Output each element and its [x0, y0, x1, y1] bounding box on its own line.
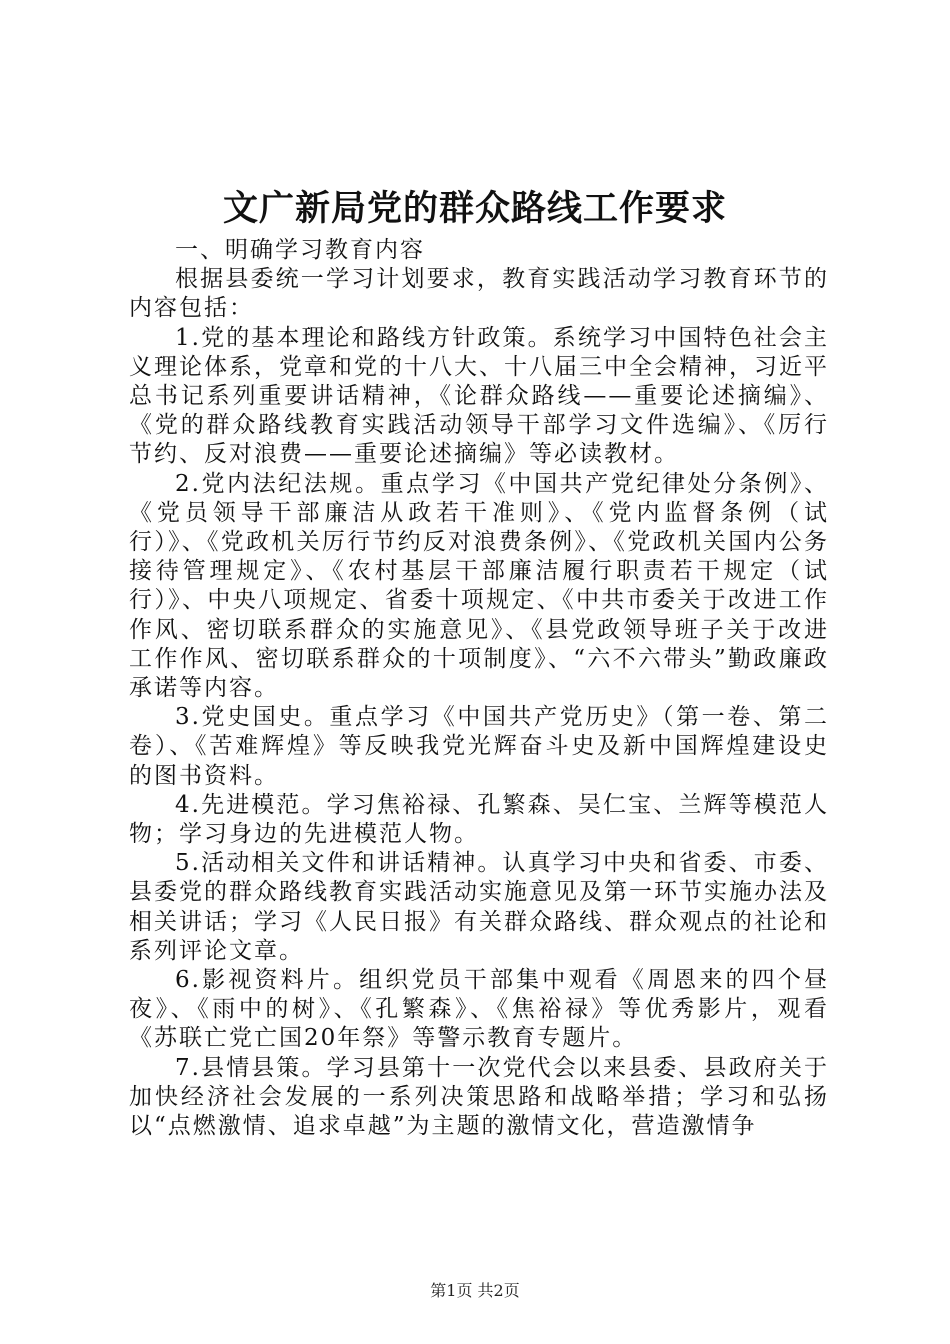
page-title: 文广新局党的群众路线工作要求	[222, 188, 727, 229]
list-item: 7.县情县策。学习县第十一次党代会以来县委、县政府关于加快经济社会发展的一系列决策思路和战略举措；学习和弘扬以“点燃激情、追求卓越”为主题的激情文化，营造激情争	[129, 1054, 829, 1140]
list-item: 1.党的基本理论和路线方针政策。系统学习中国特色社会主义理论体系，党章和党的十八大、十八届三中全会精神，习近平总书记系列重要讲话精神，《论群众路线——重要论述摘编》、《党的群众路线教育实践活动领导干部学习文件选编》、《厉行节约、反对浪费——重要论述摘编》等必读教材。	[129, 324, 829, 468]
page-footer: 第1页 共2页	[430, 1281, 520, 1300]
body-paragraph: 根据县委统一学习计划要求，教育实践活动学习教育环节的内容包括：	[129, 266, 829, 322]
list-item: 3.党史国史。重点学习《中国共产党历史》（第一卷、第二卷）、《苦难辉煌》等反映我党光辉奋斗史及新中国辉煌建设史的图书资料。	[129, 704, 829, 789]
list-item: 5.活动相关文件和讲话精神。认真学习中央和省委、市委、县委党的群众路线教育实践活动实施意见及第一环节实施办法及相关讲话；学习《人民日报》有关群众路线、群众观点的社论和系列评论文章。	[129, 850, 829, 964]
list-item: 4.先进模范。学习焦裕禄、孔繁森、吴仁宝、兰辉等模范人物；学习身边的先进模范人物。	[129, 791, 829, 848]
document-body	[129, 236, 829, 1141]
section-heading: 一、明确学习教育内容	[175, 237, 425, 263]
list-item: 6.影视资料片。组织党员干部集中观看《周恩来的四个昼夜》、《雨中的树》、《孔繁森》、《焦裕禄》等优秀影片，观看《苏联亡党亡国20年祭》等警示教育专题片。	[129, 967, 829, 1052]
list-item: 2.党内法纪法规。重点学习《中国共产党纪律处分条例》、《党员领导干部廉洁从政若干准则》、《党内监督条例（试行）》、《党政机关厉行节约反对浪费条例》、《党政机关国内公务接待管理规定》、《农村基层干部廉洁履行职责若干规定（试行）》、中央八项规定、省委十项规定、《中共市委关于改进工作作风、密切联系群众的实施意见》、《县党政领导班子关于改进工作作风、密切联系群众的十项制度》、“六不六带头”勤政廉政承诺等内容。	[129, 470, 829, 702]
